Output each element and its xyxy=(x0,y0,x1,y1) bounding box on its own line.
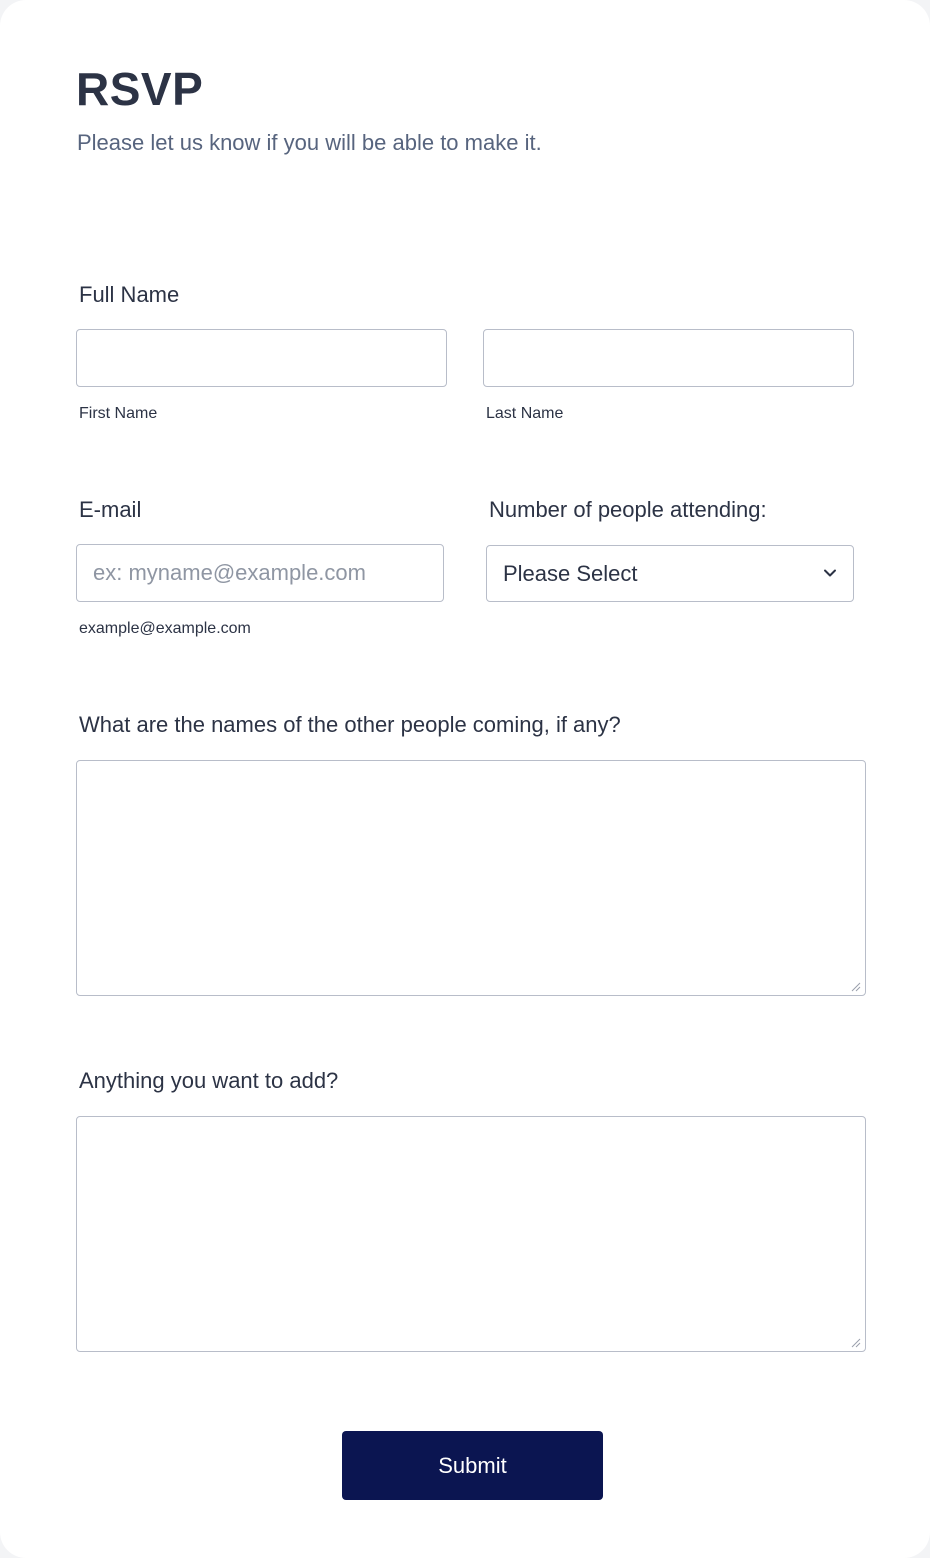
other-names-textarea[interactable] xyxy=(76,760,866,996)
anything-else-label: Anything you want to add? xyxy=(79,1068,339,1093)
submit-button[interactable]: Submit xyxy=(342,1431,603,1500)
resize-grip-icon[interactable] xyxy=(849,979,861,991)
last-name-input[interactable] xyxy=(483,329,854,387)
attendees-label: Number of people attending: xyxy=(489,497,767,522)
email-field[interactable] xyxy=(76,544,444,602)
chevron-down-icon xyxy=(823,566,837,580)
email-sublabel: example@example.com xyxy=(79,620,251,637)
form-subtitle: Please let us know if you will be able to make it. xyxy=(77,130,542,155)
attendees-select-value: Please Select xyxy=(503,561,638,586)
resize-grip-icon[interactable] xyxy=(849,1335,861,1347)
other-names-label: What are the names of the other people coming, if any? xyxy=(79,712,621,737)
first-name-input[interactable] xyxy=(76,329,447,387)
form-title: RSVP xyxy=(76,63,204,115)
first-name-sublabel: First Name xyxy=(79,405,158,422)
attendees-select[interactable] xyxy=(486,545,854,602)
anything-else-textarea[interactable] xyxy=(76,1116,866,1352)
email-label: E-mail xyxy=(79,497,142,522)
full-name-label: Full Name xyxy=(79,282,180,307)
last-name-sublabel: Last Name xyxy=(486,405,564,422)
